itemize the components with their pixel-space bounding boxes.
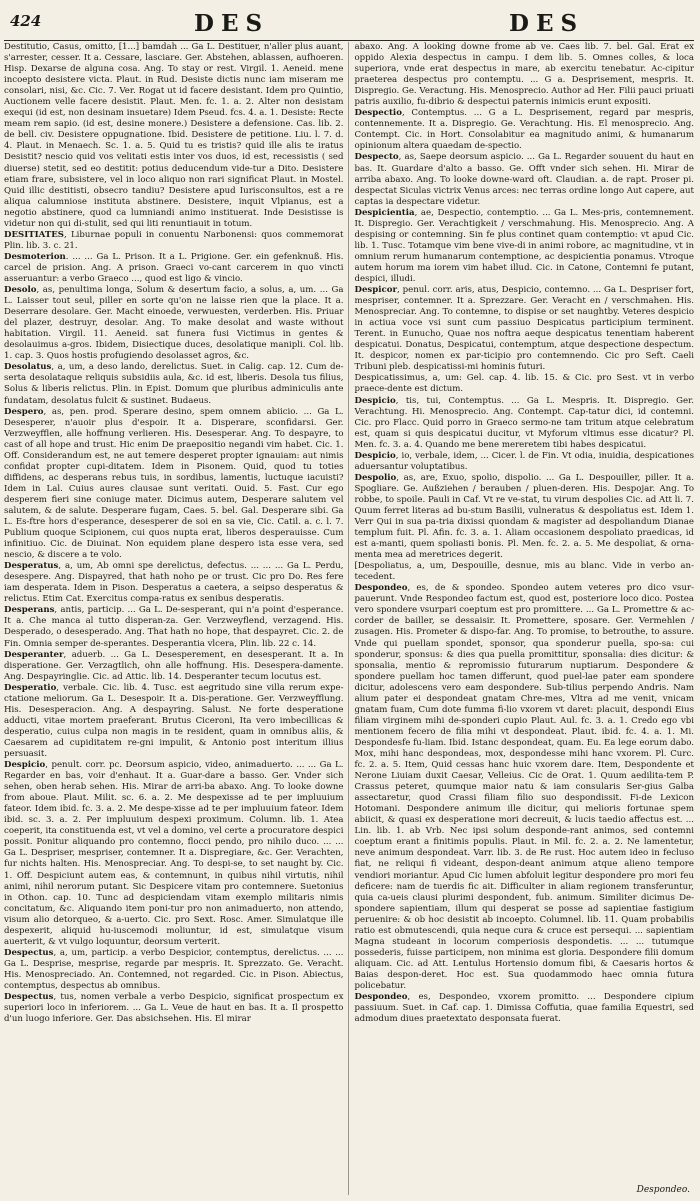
catchword: Despondeo. xyxy=(636,1185,690,1195)
entry-text: , ae, Despectio, contemptio. ... Ga L. Mes-pris, contemnement. It. Dispregio. Ger. Verachtigkeit / verschmahung. His. Menosprecio. Ang. A despising or contemning. Sin fe plus continet quam contemptio: vt apud Cic. lib. 1. Tusc. Totamque vim bene vive-di in animi robore, ac magnitudine, vt in omnium rerum humanarum contemptione, ac despicientia ponamus. Vtroque autem horum ma iorem vim habet illud. Cic. in Catone, Contemni fe putant, despici, illudi. xyxy=(354,207,694,284)
entry-text: , a, um, Ab omni spe derelictus, defectus. ... ... ... Ga L. Perdu, desespere. Ang. Dispayred, that hath noho pe or trust. Cic pro Do. Res fere iam desperata. Idem in Pison. Desperatus a caetera, a seipso desperatus & relictus. Etim Cat. Exercitus compa-ratus ex senibus desperatis. xyxy=(4,561,344,605)
page-header xyxy=(4,10,694,41)
dictionary-entry xyxy=(355,396,695,451)
entry-text: , aduerb. ... Ga L. Desesperement, en desesperant. It a. In disperatione. Ger. Verzagtlich, ohn alle hoffnung. His. Desespera-damente. Ang. Despayringlie. Cic. ad Attic. lib. 14. Desperanter tecum locutus est. xyxy=(4,649,344,682)
dictionary-entry xyxy=(4,760,344,948)
entry-headword: Despicio xyxy=(354,395,396,406)
entry-text: , as, are, Exuo, spolio, dispolio. ... Ga L. Despouiller, piller. It a. Spogliare. Ge. Außziehen / berauben / pluen-deren. His. Despojar. Ang. To robbe, to spoile. Pauli in Caf. Vt re ve-stat, tu virum despolies Cic. ad Att li. 7. Quum ferret literas ad bu-stum Basilii, vulneratus & despoliatus est. Idem 1. Verr Qui in sua pa-tria dixissi quondam & magister ad despoliandum Dianae templum fuit. Pl. Afin. fc. 3. a. 1. Aliam occasionem despoliato praedicas, id est a-manti, quem spoliasti bonis. Pl. Men. fc. 2. a. 5. Me despoliat, & orna-menta mea ad meretrices degerit. xyxy=(354,472,694,561)
entry-headword: Desmoterion xyxy=(4,251,66,262)
running-head-left: DES xyxy=(194,10,270,37)
dictionary-entry xyxy=(355,108,695,152)
entry-headword: Desolo xyxy=(4,285,37,296)
dictionary-entry xyxy=(4,605,344,649)
entry-text: . ... ... Ga L. Prison. It a L. Prigione. Ger. ein gefenknuß. His. carcel de prision. Ang. A prison. Graeci vo-cant carcerem in quo vincti asseruantur: a verbo Graeco ..., quod est ligo & vincio. xyxy=(4,251,344,284)
entry-text: , verbale. Cic. lib. 4. Tusc. est aegritudo sine villa rerum expe-ctatione meliorum. Ga L. Desespoir. It a. Dis-peratione. Ger. Verzweyfflung. His. Desesperacion. Ang. A despayring. Salust. Ne forte desperatione adducti, vitae mortem praeferant. Brutus Ciceroni, Ita vero imbecillicas & desperatio, cuius culpa non magis in te resident, quam in omnibus aliis, & Caesarem ad cupiditatem re-gni impulit, & Antonio post interitum illius persuasit. xyxy=(4,682,344,759)
entry-text: , penult. corr. pc. Deorsum aspicio, video, animaduerto. ... ... Ga L. Regarder en bas, voir d'enhaut. It a. Guar-dare a basso. Ger. Vnder sich sehen, oben herab sehen. His. Mirar de arri-ba abaxo. Ang. To looke downe from aboue. Plaut. Milit. sc. 6. a. 2. Me despexisse ad te per impluuium fateor. Idem ibid. fc. 3. a. 2. Me despe-xisse ad te per impluuium fateor. Idem ibid. sc. 3. a. 2. Per impluuium despexi proximum. Column. lib. 1. Atea coeperit, ita constituenda est, vt vel a domino, vel certe a procuratore despici possit. Ponitur aliquando pro contemno, flocci pendo, pro nihilo duco. ... ... Ga L. Despriser, mespriser, contemner. It a. Dispregiare, &c. Ger. Verachten, fur nichts halten. His. Menospreciar. Ang. To despi-se, to set naught by. Cic. 1. Off. Despiciunt autem eas, & contemnunt, in quibus nihil virtutis, nihil animi, nihil nerorum putant. Sic Despicere vitam pro contemnere. Suetonius in Othon. cap. 10. Tunc ad despiciendam vitam exemplo militaris nimis concitatum, &c. Aliquando item poni-tur pro non animaduerto, non attendo, visum alio detorqueo, & a-uerto. Cic. pro Sext. Rosc. Amer. Simulatque ille despexerit, aliquid hu-iuscemodi moliuntur, id est, simulatque visum auerterit, & vt vulgo loquuntur, deorsum verterit. xyxy=(4,760,344,947)
entry-headword: Despondeo xyxy=(354,992,408,1003)
entry-text: , a, um, a deso lando, derelictus. Suet. in Calig. cap. 12. Cum de-serta desolataque reliquis subsidiis aula, &c. id est, liberis. Desola tus filius, Solus & liberis relictus. Plin. in Epist. Domum que pluribus adminiculis ante fundatam, desolatus fulcit & sustinet. Budaeus. xyxy=(4,362,344,406)
entry-text: , antis, particip. ... Ga L. De-sesperant, qui n'a point d'esperance. It a. Che manca al tutto disperan-za. Ger. Verzweyflend, verzagend. His. Desperado, o desesperado. Ang. That hath no hope, that despayret. Cic. 2. de Fin. Omnia semper de-sperantes. Desperantia vlcera, Plin. lib. 22 c. 14. xyxy=(4,605,344,649)
dictionary-entry xyxy=(4,285,344,362)
dictionary-entry xyxy=(4,992,344,1025)
dictionary-entry xyxy=(4,683,344,760)
entry-text: , as, penultima longa, Solum & desertum facio, a solus, a, um. ... Ga L. Laisser tout seul, piller en sorte qu'on ne laisse rien que la place. It a. Deserrare desolare. Ger. Macht einoede, verwuesten, verderben. His. Priuar del plazer, destruyr, desolar. Ang. To make desolat and waste without habitation. Virgil. 11. Aeneid. sat funera fusi Victimus in gentes & desolauimus a-gros. Ibidem, Disiectique duces, desolatique manipli. Col. lib. 1. cap. 3. Quos hostis profugiendo desolasset agros, &c. xyxy=(4,285,344,362)
entry-headword: Despicor xyxy=(354,285,398,296)
running-head-right: DES xyxy=(509,10,585,37)
dictionary-entry xyxy=(4,407,344,562)
entry-text: , Liburnae populi in conuentu Narbonensi: quos commemorat Plin. lib. 3. c. 21. xyxy=(4,229,344,251)
entry-text: , tis, tui, Contemptus. ... Ga L. Mespris. It. Dispregio. Ger. Verachtung. Hi. Menosprecio. Ang. Contempt. Cap-tatur dici, id contemni. Cic. pro Flacc. Quid porro in Graeco sermo-ne tam tritum atque celebratum est, quam si quis despicatui ducitur, vt Myforum vltimus esse dicatur? Pl. Men. fc. 3. a. 4. Quando me bene mereretem tibi habes despicatui. xyxy=(354,395,694,450)
entry-text: Destitutio, Casus, omitto, [1...] bamdah ... Ga L. Destituer, n'aller plus auant, s'arrester, cesser. It a. Cessare, lasciare. Ger. Abstehen, ablassen, aufhoeren. Hisp. Dexarse de alguna cosa. Ang. To stay or rest. Virgil. 1. Aeneid. mene incoepto desistere victa. Plaut. in Rud. Desiste dictis nunc iam miseram me consolari, nisi, &c. Cic. 7. Ver. Rogat ut id facere desistant. Idem pro Quintio, Auctionem velle facere desistit. Plaut. Men. fc. 1. a. 2. Alter non desistam exequi (id est, non desinam insuetare) Idem Pseud. fcs. 4. a. 1. Desiste: Recte meam rem sapio. (id est, desine monere.) Desistere a defensione. Cas. lib. 2. de bell. civ. Desistere oppugnatione. Ibid. Desistere de petitione. Liu. l. 7. d. 4. Plaut. in Menaech. Sc. 1. a. 5. Quid tu es tristis? quid ille alis te iratus Desistit? nescio quid vos velitati estis inter vos duos, id est, recessistis ( sed diuerse) stetit, sed eo destitit: potius deducendum vide-tur a Dito. Desistere etiam frare, subsistere, vel in loco aliquo non rari significat Plaut. in Mostel. Quid illic destitisti, obsecro tandiu? Desistere apud Iurisconsultos, est a re aliqua calumniose instituta abstinere. Desistere, inquit Vlpianus, est a negotio abstinere, quod ca lumniandi animo instituerat. Inde Desistisse is videtur non qui di-stulit, sed qui liti renuntiauit in totum. xyxy=(4,42,344,229)
left-column xyxy=(4,42,348,1195)
entry-text: , io, verbale, idem, ... Cicer. l. de Fin. Vt odia, inuidia, despicationes aduersantur voluptatibus. xyxy=(354,450,694,472)
entry-text: Despicatissimus, a, um: Gel. cap. 4. lib. 15. & Cic. pro Sest. vt in verbo praece-dente est dictum. xyxy=(354,373,694,395)
entry-text: [Despoliatus, a, um, Despouille, desnue, mis au blanc. Vide in verbo an-tecedent. xyxy=(354,561,694,583)
dictionary-columns xyxy=(4,42,694,1195)
dictionary-entry xyxy=(355,373,695,395)
dictionary-entry xyxy=(355,42,695,108)
dictionary-entry xyxy=(4,42,344,230)
entry-headword: Despicio xyxy=(354,450,396,461)
entry-headword: Desperanter xyxy=(4,649,64,660)
entry-headword: Despectio xyxy=(354,108,402,119)
entry-text: , as, Saepe deorsum aspicio. ... Ga L. Regarder souuent du haut en bas. It. Guardare d'alto a basso. Ge. Offt vnder sich sehen. Hi. Mirar de arriba abaxo. Ang. To looke downe-ward oft. Claudian. a. de rapt. Proser pi. despectat Siculas victrix Venus arces: nec terras ordine longo Aut capere, aut captas ia despectare videtur. xyxy=(354,152,694,207)
dictionary-entry xyxy=(355,561,695,583)
dictionary-entry xyxy=(4,362,344,406)
entry-headword: Despolio xyxy=(354,472,397,483)
dictionary-entry xyxy=(355,473,695,561)
dictionary-entry xyxy=(4,561,344,605)
entry-headword: Despondeo xyxy=(354,583,408,594)
entry-headword: Despero xyxy=(4,406,44,417)
entry-headword: Desolatus xyxy=(4,362,52,373)
entry-headword: Despectus xyxy=(4,947,54,958)
dictionary-entry xyxy=(4,230,344,252)
entry-headword: Desperans xyxy=(4,605,55,616)
right-column xyxy=(348,42,695,1195)
entry-text: , a, um, particip. a verbo Despicior, contemptus, derelictus. ... ... Ga L. Desprise, mesprise, regarde par mespris. It. Sprezzato. Ge. Veracht. His. Menospreciado. An. Contemned, not regarded. Cic. in Pison. Abiectus, contemptus, despectus ab omnibus. xyxy=(4,947,344,991)
dictionary-entry xyxy=(355,152,695,207)
dictionary-entry xyxy=(4,252,344,285)
entry-headword: Despicio xyxy=(4,760,46,771)
page-number: 424 xyxy=(10,12,42,30)
entry-text: , tus, nomen verbale a verbo Despicio, significat prospectum ex superiori loco in inferiorem. ... Ga L. Veue de haut en bas. It a. Il prospetto d'un luogo inferiore. Ger. Das absichsehen. His. El mirar xyxy=(4,992,344,1025)
entry-text: , es, Despondeo, vxorem promitto. ... Despondere cipium passiuum. Suet. in Caf. cap. 1. Dimissa Coffutia, quae familia Equestri, sed admodum diues praetextato desponsata fuerat. xyxy=(354,992,694,1025)
entry-headword: Despecto xyxy=(354,152,399,163)
entry-text: abaxo. Ang. A looking downe frome ab ve. Caes lib. 7. bel. Gal. Erat ex oppido Alexia despectus in campu. I dem lib. 5. Omnes colles, & loca superiora, vnde erat despectus in mare, ab exercitu tenebatur. Ac-cipitur praeterea despectus pro contemptu. ... G a. Desprisement, mespris. It. Dispregio. Ge. Veractung. His. Menosprecio. Author ad Her. Filii pauci priuati patris auxilio, fu-dibrio & despectui paternis inimicis erunt expositi. xyxy=(354,42,694,108)
dictionary-entry xyxy=(355,285,695,373)
entry-text: , as, pen. prod. Sperare desino, spem omnem abiicio. ... Ga L. Desesperer, n'auoir plus d'espoir. It a. Disperare, sconfidarsi. Ger. Verzweyfflen, alle hoffnung verlieren. His. Desesperar. Ang. To despayre, to cast of all hope and trust. Hic enim De praepositio negandi vim habet. Cic. 1. Off. Considerandum est, ne aut temere desperet propter ignauiam: aut nimis confidat propter cupi-ditatem. Idem in Pisonem. Quid, quod tu toties diffidens, ac desperans rebus tuis, in sordibus, lamentis, luctuque iacuisti? Idem in Lal. Cuius aures clausae sunt veritati. Ouid. 5. Fast. Cur ego desperem fieri sine coniuge mater. Dicimus autem, Desperare salutem vel salutem, & de salute. Desperare fugam, Caes. 5. bel. Gal. Desperare sibi. Ga L. Es-ftre hors d'esperance, desesperer de soi en sa vie, Cic. Catil. a. c. l. 7. Publium quoque Scipionem, cui quos nupta erat, liberos desperauisse. Cum infinitiuo. Cic. de Diuinat. Non equidem plane despero ista esse vera, sed nescio, & discere a te volo. xyxy=(4,406,344,561)
dictionary-entry xyxy=(355,583,695,992)
entry-headword: DESITIATES xyxy=(4,229,64,240)
entry-text: , Contemptus. ... G a L. Desprisement, regard par mespris, contennemente. It a. Dispregio. Ge. Verachtung. His. El menosprecio. Ang. Contempt. Cic. in Hort. Consolabitur ea magnitudo animi, & humanarum opinionum altera quaedam de-spectio. xyxy=(354,108,694,152)
dictionary-entry xyxy=(355,992,695,1025)
entry-headword: Despicientia xyxy=(354,207,415,218)
entry-headword: Desperatio xyxy=(4,682,57,693)
dictionary-entry xyxy=(355,208,695,285)
entry-text: , penul. corr. aris, atus, Despicio, contemno. ... Ga L. Despriser fort, mespriser, contemner. It a. Sprezzare. Ger. Veracht en / verschmahen. His. Menospreciar. Ang. To contemne, to dispise or set naughtby. Veteres despicio in actiua voce vsi sunt cum passiuo Despicatus participium terminent. Terent. in Eunucho, Quae nos noftra aeque despicatus tenentiam haberent despicatui. Donatus, Despicatui, contemptum, atque despectione despectum. It. despicor, nomen ex par-ticipio pro contemnendo. Cic pro Seft. Caeli Tribuni pleb. despicatissi-mi hominis futuri. xyxy=(354,285,694,373)
dictionary-entry xyxy=(4,650,344,683)
entry-headword: Despectus xyxy=(4,992,54,1003)
entry-text: , es, de & spondeo. Spondeo autem veteres pro dico vsur-pauerunt. Vnde Respondeo factum est, quod est, posteriore loco dico. Postea vero spondere vsurpari coeptum est pro promittere. ... Ga L. Promettre & ac-corder de bailler, se dessaisir. It. Promettere, sposare. Ger. Vermehlen / zusagen. His. Prometer & dispo-far. Ang. To promise, to betrouthe, to assure. Vnde qui puellam spondet, sponsor, qua sponderur puella, spo-sa: cui sponderur, sponsus: & dies qua puella promittitur, sponsalia: dies dicitur: & sponsalia, mentio & repromissio futurarum nuptiarum. Despondere & spondere puellam hoc tamen differunt, quod puel-lae pater eam spondere dicitur, adolescens vero eam despondere. Sub-tilius perpendo Andris. Nam alium pater ei despondeat gnatam Chre-mes, Vltra ad me venit, vnicam gnatam fuam, Cum dote fumma fi-lio vxorem vt daret: placuit, despondi Eius filiam virginem mihi de-sponderi cupio Plaut. Aul. fc. 3. a. 1. Credo ego vbi mentionem fecero de filia mihi vt despondeat. Plaut. ibid. fc. 4. a. 1. Mi. Despondesfe fu-liam. Ibid. Istanc despondeat, quam. Eu. Ea lege eorum dabo. Mox, mihi hanc despondeas, mox, despondesse mihi hanc vxorem. Pl. Curc. fc. 2. a. 5. Item, Quid cessas hanc huic vxorem dare. Item, Despondente et Nerone Liuiam duxit Caesar, Velleius. Cic de Orat. 1. Quum aedilita-tem P. Crassus peteret, quumque maior natu & iam consularis Ser-gius Galba assectaretur, quod Crassi filiam filio suo despondissit. Fi-de Lexicon Hotomani. Despondere animum ille dicitur, qui melioris fortunae spem abiicit, & quasi ex desperatione mori decreuit, & lucis taedio affectus est. ... Lin. lib. 1. ab Vrb. Nec ipsi solum desponde-rant animos, sed contemni coeptum erant a finitimis populis. Plaut. in Mil. fc. 2. a. 2. Ne lamentetur, neve animum despondeat. Varr. lib. 3. de Re rust. Hoc autem ideo in fecluso fiat, ne reliqui fi videant, despon-deant animum atque alieno tempore vendiori moriantur. Apud Cic lumen abfoluit legitur despondere pro mori feu deficere: nam de tuerdis fic ait. Difficulter in aliam regionem transferuntur, quia ca-ueis clausi plurimi despondent, fub. animum. Similiter dicimus De-spondere sapientiam, illum qui desperat se posse ad sapientiae fastigium peruenire: & ob hoc desistit ab incoepto. Columnel. lib. 11. Quam probabilis ratio est obmutescendi, quia neque cura & cruce est persequi. ... sapientiam Magna studeant in locorum comperiosis despondetis. ... ... tutumque possederis, fuisse participem, non minima est gloria. Despondere filii domum aliquam. Cic. ad Att. Lentulus Hortensio domum fibi, & Caesaris hortos & Baias despon-deret. Hoc est. Sua quodammodo haec omnia futura policebatur. xyxy=(354,583,694,991)
entry-headword: Desperatus xyxy=(4,561,59,572)
dictionary-entry xyxy=(355,451,695,473)
dictionary-entry xyxy=(4,948,344,992)
